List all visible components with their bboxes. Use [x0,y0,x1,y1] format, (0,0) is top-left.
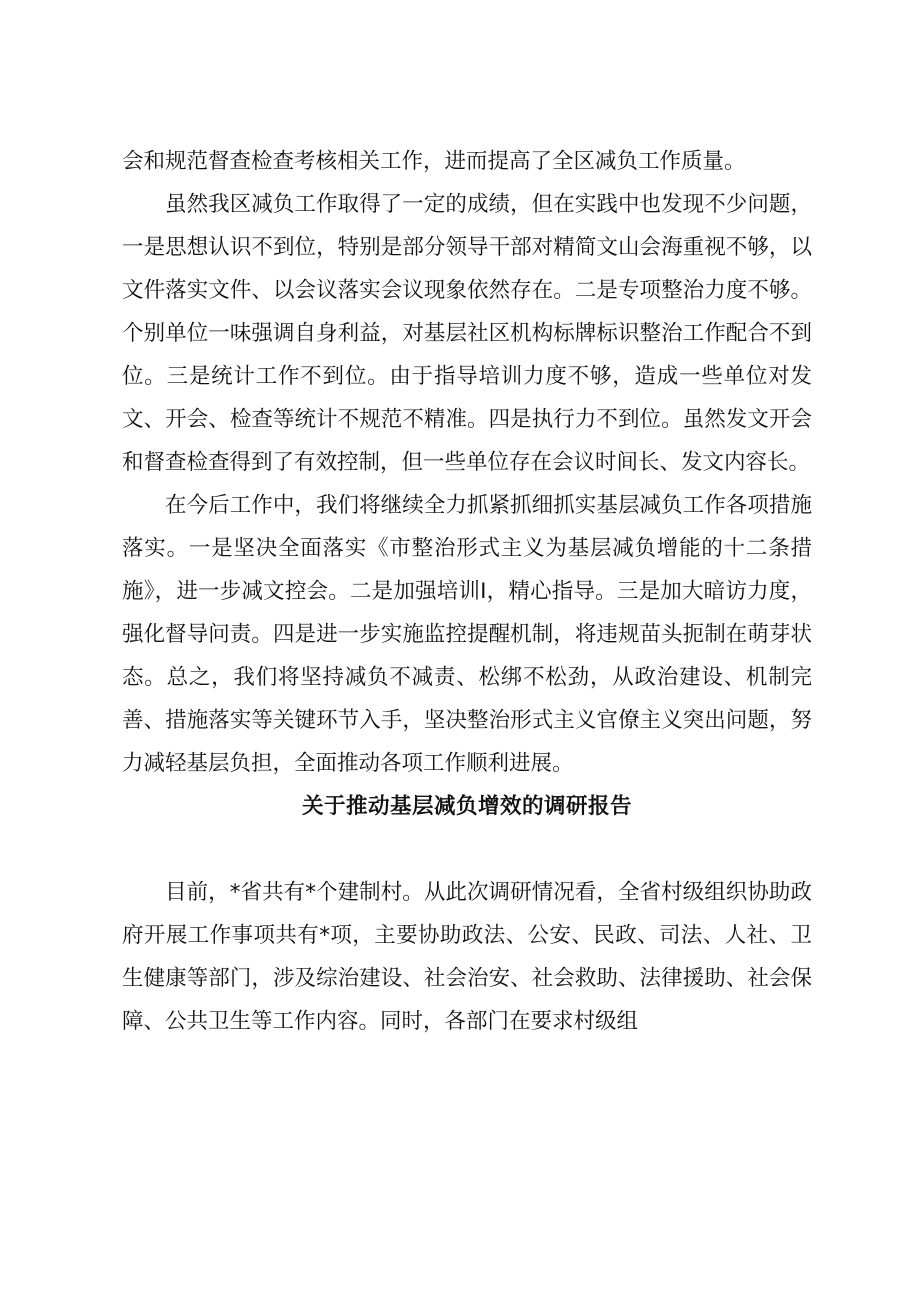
title-spacer [122,828,812,871]
document-body [122,140,812,1043]
paragraph-continuation: 会和规范督查检查考核相关工作，进而提高了全区减负工作质量。 [122,149,746,174]
paragraph-future-work: 在今后工作中，我们将继续全力抓紧抓细抓实基层减负工作各项措施落实。一是坚决全面落实《市整治形式主义为基层减负增能的十二条措施》，进一步减文控会。二是加强培训I，精心指导。三是加大暗访力度，强化督导问责。四是进一步实施监控提醒机制，将违规苗头扼制在萌芽状态。总之，我们将坚持减负不减责、松绑不松劲，从政治建设、机制完善、措施落实等关键环节入手，坚决整治形式主义官僚主义突出问题，努力减轻基层负担，全面推动各项工作顺利进展。 [122,493,812,776]
report-title: 关于推动基层减负增效的调研报告 [301,794,632,819]
paragraph-report-intro: 目前，*省共有*个建制村。从此次调研情况看，全省村级组织协助政府开展工作事项共有*项，主要协助政法、公安、民政、司法、人社、卫生健康等部门，涉及综治建设、社会治安、社会救助、法律援助、社会保障、公共卫生等工作内容。同时，各部门在要求村级组 [122,880,812,1034]
paragraph-problems: 虽然我区减负工作取得了一定的成绩，但在实践中也发现不少问题，一是思想认识不到位，特别是部分领导干部对精简文山会海重视不够，以文件落实文件、以会议落实会议现象依然存在。二是专项整治力度不够。个别单位一味强调自身利益，对基层社区机构标牌标识整治工作配合不到位。三是统计工作不到位。由于指导培训力度不够，造成一些单位对发文、开会、检查等统计不规范不精准。四是执行力不到位。虽然发文开会和督查检查得到了有效控制，但一些单位存在会议时间长、发文内容长。 [122,192,812,475]
